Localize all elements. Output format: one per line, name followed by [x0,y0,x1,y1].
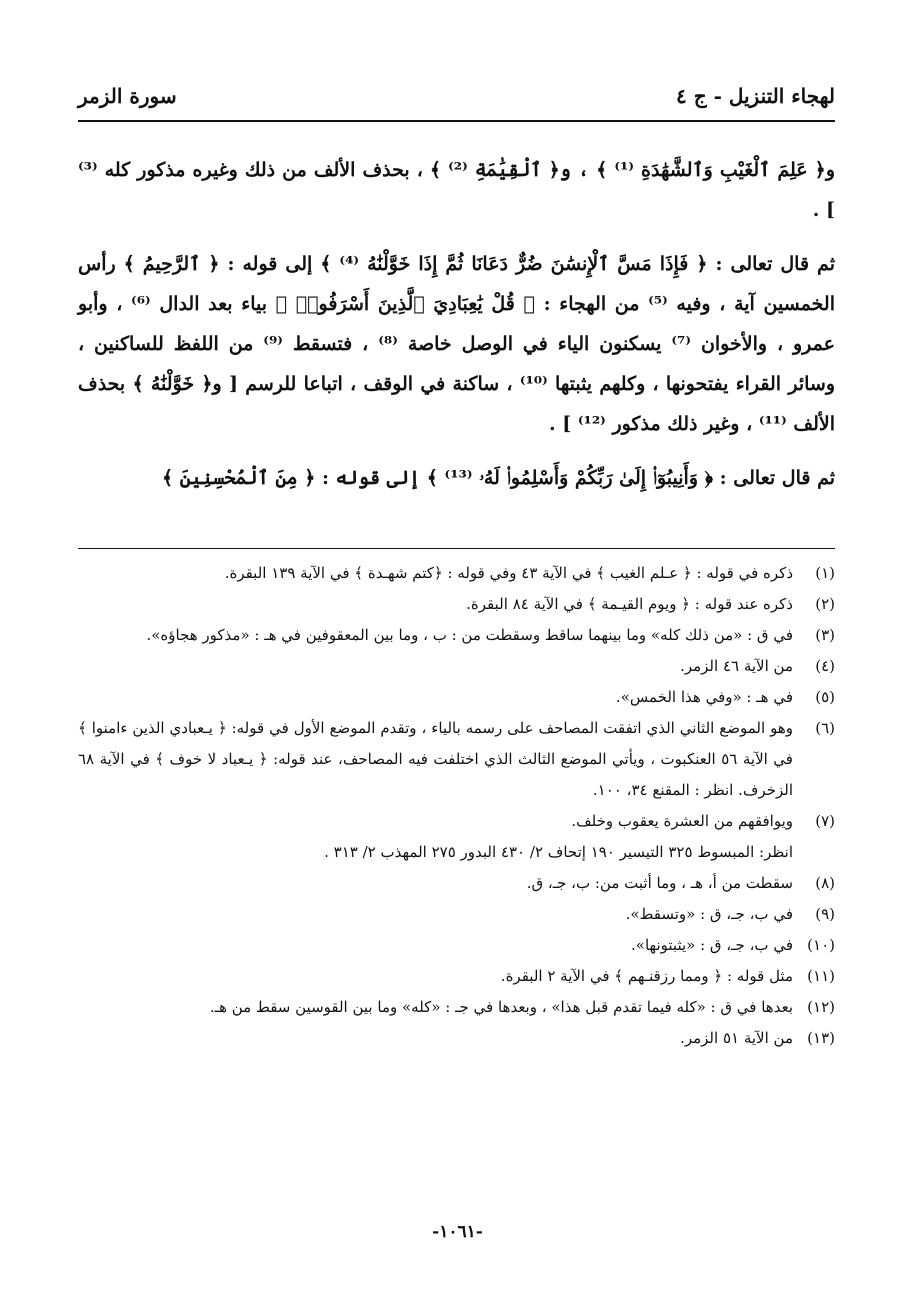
footnote [78,651,835,682]
footnote-number: (٩) [815,905,835,923]
footnote-text: ذكره عند قوله : ﴿ ويوم القيـمة ﴾ في الآية ٨٤ البقرة. [466,595,793,613]
footnote [78,899,835,930]
footnote [78,713,835,806]
footnote-text: مثل قوله : ﴿ ومما رزقنـهم ﴾ في الآية ٢ البقرة. [500,967,793,985]
footnote-number: (٢) [815,595,835,613]
footnote-number: (١١) [807,967,835,985]
footnote-number: (١٢) [807,998,835,1016]
footnote-text: من الآية ٥١ الزمر. [680,1029,793,1047]
footnote-text: انظر: المبسوط ٣٢٥ التيسير ١٩٠ إتحاف ٢/ ٤٣٠ البدور ٢٧٥ المهذب ٢/ ٣١٣ . [324,843,793,861]
surah-title: سورة الزمر [78,84,177,108]
footnote [78,961,835,992]
page-number: -١٠٦١- [432,1222,483,1242]
footnote-number: (١) [815,564,835,582]
footnote [78,930,835,961]
footnote-divider [78,548,835,549]
footnote-text: في هـ : «وفي هذا الخمس». [615,688,793,706]
footnote-number: (٥) [815,688,835,706]
footnotes [78,558,835,1054]
main-paragraph: و﴿ عَلِمَ ٱلْغَيْبِ وَٱلشَّهَٰدَةِ ⁽¹⁾ ﴾ ، و﴿ ٱلْقِيَٰمَةِ ⁽²⁾ ﴾ ، بحذف الألف من ذلك وغيره مذكور كله ⁽³⁾ ] . [78,159,835,221]
main-paragraph: ثم قال تعالى : ﴿ وَأَنِيبُوٓا۟ إِلَىٰ رَبِّكُمْ وَأَسْلِمُوا۟ لَهُۥ ⁽¹³⁾ ﴾ إلى قوله : ﴿ مِنَ ٱلْمُحْسِنِينَ ﴾ [161,467,835,489]
main-paragraph: ثم قال تعالى : ﴿ فَإِذَا مَسَّ ٱلْإِنسَٰنَ ضُرٌّ دَعَانَا ثُمَّ إِذَا خَوَّلْنَٰهُ ⁽⁴⁾ ﴾ إلى قوله : ﴿ ٱلرَّحِيمُ ﴾ رأس الخمسين آية ، وفيه ⁽⁵⁾ من الهجاء : ﴿ قُلْ يَٰعِبَادِيَ ٱلَّذِينَ أَسْرَفُوا۟ ﴾ بياء بعد الدال ⁽⁶⁾ ، وأبو عمرو ، والأخوان ⁽⁷⁾ يسكنون الياء في الوصل خاصة ⁽⁸⁾ ، فتسقط ⁽⁹⁾ من اللفظ للساكنين ، وسائر القراء يفتحونها ، وكلهم يثبتها ⁽¹⁰⁾ ، ساكنة في الوقف ، اتباعا للرسم [ و﴿ خَوَّلْنَٰهُ ﴾ بحذف الألف ⁽¹¹⁾ ، وغير ذلك مذكور ⁽¹²⁾ ] . [78,253,835,435]
footnote-number: (٨) [815,874,835,892]
footnote-text: وهو الموضع الثاني الذي اتفقت المصاحف على رسمه بالياء ، وتقدم الموضع الأول في قوله: ﴿ يـعبادي الذين ءامنوا ﴾ في الآية ٥٦ العنكبوت ، ويأتي الموضع الثالث الذي اختلفت فيه المصاحف، عند قوله: ﴿ يـعباد لا خوف ﴾ في الآية ٦٨ الزخرف. انظر : المقنع ٣٤، ١٠٠. [78,719,793,799]
footnote-number: (١٠) [807,936,835,954]
footnote-number: (١٣) [807,1029,835,1047]
footnote-number: (٧) [815,812,835,830]
footnote [78,1023,835,1054]
footnote-number: (٤) [815,657,835,675]
footnote-text: بعدها في ق : «كله فيما تقدم قبل هذا» ، وبعدها في جـ : «كله» وما بين القوسين سقط من هـ. [209,998,793,1016]
footnote-text: في ق : «من ذلك كله» وما بينهما ساقط وسقطت من : ب ، وما بين المعقوفين في هـ : «مذكور هجاؤه». [146,626,793,644]
footnote [78,620,835,651]
footnote [78,558,835,589]
footnote-number [793,837,835,868]
footnote-text: ويوافقهم من العشرة يعقوب وخلف. [571,812,793,830]
footnote-text: في ب، جـ، ق : «وتسقط». [625,905,793,923]
footnote [78,682,835,713]
footnote [78,806,835,837]
book-title: لهجاء التنزيل - ج ٤ [675,84,835,108]
footnote [78,992,835,1023]
footnote-text: ذكره في قوله : ﴿ عـلم الغيب ﴾ في الآية ٤٣ وفي قوله : ﴿كتم شهـدة ﴾ في الآية ١٣٩ البقرة. [224,564,793,582]
footnote-text: من الآية ٤٦ الزمر. [680,657,793,675]
footnote [78,589,835,620]
footnote-text: في ب، جـ، ق : «يثبتونها». [631,936,793,954]
page-header [78,82,835,122]
main-text [78,150,835,512]
footnote-text: سقطت من أ، هـ ، وما أثبت من: ب، جـ، ق. [526,874,793,892]
footnote [78,868,835,899]
footnote-number: (٦) [815,719,835,737]
footnote-number: (٣) [815,626,835,644]
footnote-continuation [78,837,835,868]
